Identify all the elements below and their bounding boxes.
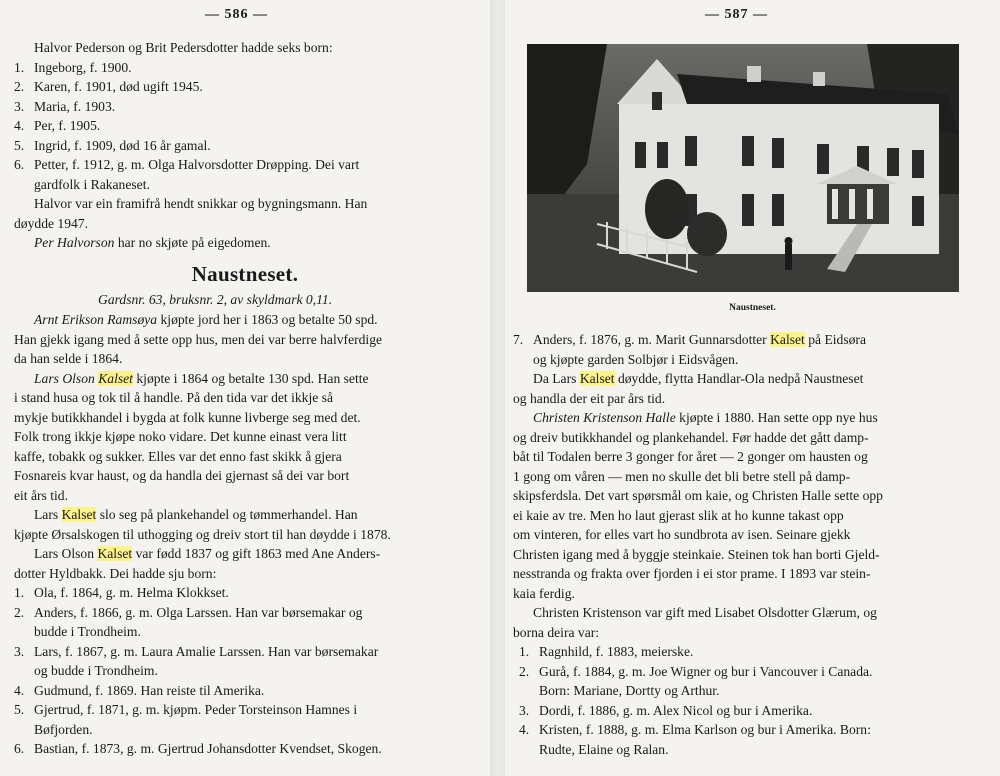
- list-number: 3.: [519, 702, 530, 718]
- body-line: Halvor var ein framifrå hendt snikkar og bygningsmann. Han: [34, 196, 368, 211]
- body-line: kjøpte Ørsalskogen til uthogging og dreiv stort til han døydde i 1878.: [14, 526, 391, 542]
- list-number: 4.: [519, 722, 530, 737]
- body-line: Lars Kalset slo seg på plankehandel og tømmerhandel. Han: [34, 507, 358, 522]
- list-item: Gudmund, f. 1869. Han reiste til Amerika.: [34, 682, 265, 698]
- list-number: 2.: [14, 79, 25, 94]
- list-item: Gurå, f. 1884, g. m. Joe Wigner og bur i Vancouver i Canada.: [539, 663, 873, 679]
- naustneset-house-photo: [527, 44, 959, 292]
- list-number: 5.: [14, 137, 25, 153]
- list-item: Ola, f. 1864, g. m. Helma Klokkset.: [34, 585, 229, 600]
- list-item: Ingrid, f. 1909, død 16 år gamal.: [34, 137, 211, 153]
- body-line: Fosnareis kvar haust, og da handla dei gjernast så dei var bort: [14, 468, 350, 483]
- list-item-cont: budde i Trondheim.: [34, 624, 141, 639]
- list-item-cont: Born: Mariane, Dortty og Arthur.: [539, 683, 720, 698]
- body-line: eit års tid.: [14, 487, 68, 503]
- right-page: [505, 0, 1000, 776]
- per-line: Per Halvorson har no skjøte på eigedomen.: [34, 235, 271, 250]
- body-line: ei kaie av tre. Men ho laut gjerast slik at ho kunne takast opp: [513, 507, 844, 523]
- person-name: Christen Kristenson Halle: [533, 410, 676, 425]
- list-number: 4.: [14, 682, 25, 698]
- body-line: Lars Olson Kalset var fødd 1837 og gift 1863 med Ane Anders-: [34, 546, 381, 561]
- list-number: 5.: [14, 702, 25, 717]
- list-item: Ingeborg, f. 1900.: [34, 59, 132, 75]
- body-line: Arnt Erikson Ramsøya kjøpte jord her i 1863 og betalte 50 spd.: [34, 312, 378, 327]
- highlighted-name: Kalset: [97, 546, 133, 561]
- body-line: da han selde i 1864.: [14, 351, 123, 366]
- book-gutter: [490, 0, 505, 776]
- highlighted-name: Kalset: [98, 370, 133, 386]
- list-item-cont: og kjøpte garden Solbjør i Eidsvågen.: [533, 351, 739, 367]
- list-item: Bastian, f. 1873, g. m. Gjertrud Johansdotter Kvendset, Skogen.: [34, 741, 382, 756]
- section-heading: Naustneset.: [191, 262, 299, 286]
- body-line: dotter Hyldbakk. Dei hadde sju born:: [14, 565, 217, 581]
- body-line: nesstranda og frakta over fjorden i ei stor prame. I 1893 var stein-: [513, 566, 871, 581]
- body-line: og handla der eit par års tid.: [513, 390, 666, 406]
- list-item: Kristen, f. 1888, g. m. Elma Karlson og bur i Amerika. Born:: [539, 722, 871, 737]
- photo-caption: Naustneset.: [729, 303, 776, 313]
- body-line: i stand husa og tok til å handle. På den tida var det ikkje så: [14, 390, 334, 405]
- person-name: Per Halvorson: [34, 235, 115, 250]
- list-item: Anders, f. 1876, g. m. Marit Gunnarsdotter Kalset på Eidsøra: [533, 332, 866, 347]
- list-item: Lars, f. 1867, g. m. Laura Amalie Larssen. Han var børsemakar: [34, 643, 379, 659]
- highlighted-name: Kalset: [61, 507, 97, 522]
- list-number: 1.: [14, 585, 25, 600]
- body-line: Folk trong ikkje kjøpe noko vidare. Det kunne einast vera litt: [14, 429, 347, 444]
- intro-line: Halvor Pederson og Brit Pedersdotter hadde seks born:: [34, 40, 333, 55]
- body-line: Christen Kristenson Halle kjøpte i 1880. Han sette opp nye hus: [533, 410, 878, 425]
- list-item-cont: Bøfjorden.: [34, 721, 93, 737]
- highlighted-name: Kalset: [770, 332, 805, 347]
- body-line: båt til Todalen berre 3 gonger for året — 2 gonger om hausten og: [513, 449, 868, 464]
- list-number: 2.: [519, 663, 530, 679]
- body-line: mykje butikkhandel i bygda at folk kunne livberge seg med det.: [14, 409, 361, 425]
- body-line: om vinteren, for elles vart ho sundbrota av isen. Seinare gjekk: [513, 527, 851, 542]
- page-number-587: — 587 —: [705, 7, 768, 22]
- list-item: Per, f. 1905.: [34, 118, 101, 133]
- list-number: 4.: [14, 118, 25, 133]
- list-number: 6.: [14, 741, 25, 756]
- body-line: borna deira var:: [513, 624, 600, 640]
- list-number: 1.: [519, 644, 530, 659]
- body-line: 1 gong om våren — men no skulle det bli betre stell på damp-: [513, 468, 851, 484]
- person-name: Arnt Erikson Ramsøya: [34, 312, 158, 327]
- list-item: Petter, f. 1912, g. m. Olga Halvorsdotter Drøpping. Dei vart: [34, 157, 360, 172]
- list-item-cont: og budde i Trondheim.: [34, 663, 158, 678]
- body-line: Han gjekk igang med å sette opp hus, men dei var berre halvferdige: [14, 331, 383, 347]
- body-line: Christen Kristenson var gift med Lisabet Olsdotter Glærum, og: [533, 605, 877, 620]
- list-item-cont: gardfolk i Rakaneset.: [34, 176, 150, 192]
- list-number: 7.: [513, 332, 524, 347]
- left-page: [0, 0, 490, 776]
- list-item: Anders, f. 1866, g. m. Olga Larssen. Han var børsemakar og: [34, 604, 363, 620]
- list-number: 3.: [14, 643, 25, 659]
- list-item: Karen, f. 1901, død ugift 1945.: [34, 79, 203, 94]
- list-item-cont: Rudte, Elaine og Ralan.: [539, 741, 669, 757]
- body-line: kaia ferdig.: [513, 585, 575, 601]
- body-line: Christen igang med å byggje steinkaie. Steinen tok han borti Gjeld-: [513, 546, 880, 562]
- body-line: Lars Olson Kalset kjøpte i 1864 og betalte 130 spd. Han sette: [34, 370, 369, 386]
- section-subheading: Gardsnr. 63, bruksnr. 2, av skyldmark 0,11.: [98, 292, 333, 307]
- list-item: Ragnhild, f. 1883, meierske.: [539, 644, 694, 659]
- list-number: 3.: [14, 98, 25, 114]
- list-number: 6.: [14, 157, 25, 172]
- highlighted-name: Kalset: [579, 371, 615, 386]
- body-line: skipsferdsla. Det vart spørsmål om kaie, og Christen Halle sette opp: [513, 488, 883, 503]
- list-number: 2.: [14, 604, 25, 620]
- list-number: 1.: [14, 59, 25, 75]
- list-item: Maria, f. 1903.: [34, 98, 116, 114]
- list-item: Dordi, f. 1886, g. m. Alex Nicol og bur i Amerika.: [539, 702, 813, 718]
- page-number-586: — 586 —: [205, 7, 268, 22]
- body-line: døydde 1947.: [14, 215, 89, 231]
- list-item: Gjertrud, f. 1871, g. m. kjøpm. Peder Torsteinson Hamnes i: [34, 702, 358, 717]
- body-line: og dreiv butikkhandel og plankehandel. Før hadde det gått damp-: [513, 429, 869, 445]
- body-line: kaffe, tobakk og sukker. Elles var det enno fast skikk å gjera: [14, 448, 342, 464]
- body-line: Da Lars Kalset døydde, flytta Handlar-Ola nedpå Naustneset: [533, 371, 864, 386]
